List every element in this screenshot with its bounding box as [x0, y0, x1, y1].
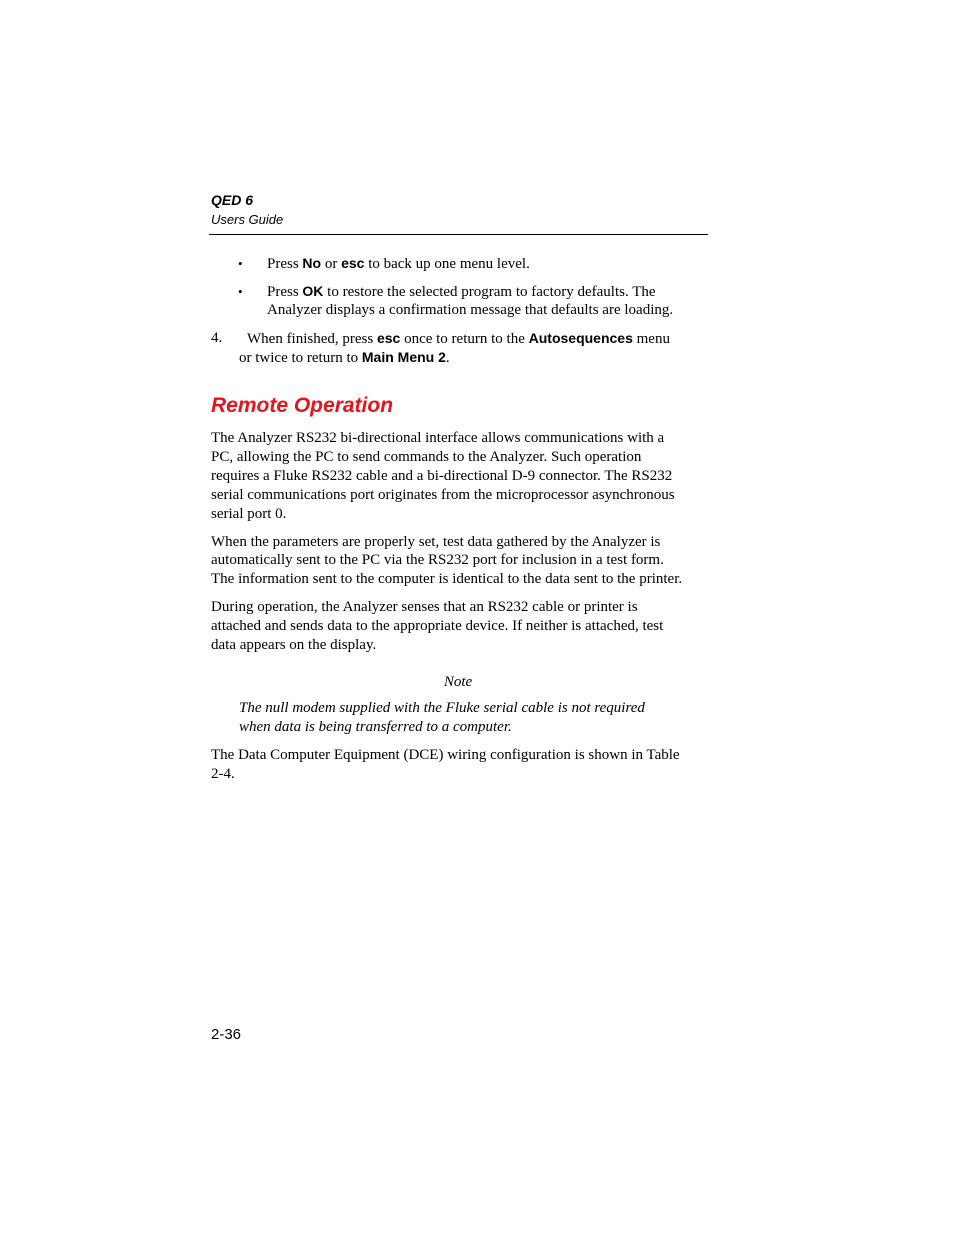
header-divider	[209, 234, 708, 235]
bullet-marker: •	[238, 284, 243, 299]
paragraph-line: serial communications port originates from the microprocessor asynchronous	[211, 487, 675, 503]
bullet-item-restore-defaults	[267, 282, 656, 302]
running-header-subtitle: Users Guide	[211, 212, 284, 227]
step-4-line-2	[239, 348, 450, 368]
key-no: No	[302, 255, 322, 271]
paragraph-line: When the parameters are properly set, test data gathered by the Analyzer is	[211, 534, 661, 550]
key-main-menu-2: Main Menu 2	[361, 349, 446, 365]
key-esc: esc	[376, 330, 401, 346]
bullet-text: to restore the selected program to factory defaults. The	[323, 284, 656, 300]
bullet-text-continued: Analyzer displays a confirmation message that defaults are loading.	[267, 302, 674, 318]
note-text: when data is being transferred to a computer.	[239, 719, 512, 735]
step-text: When finished, press	[247, 331, 377, 347]
paragraph-line: data appears on the display.	[211, 637, 377, 653]
page-number: 2-36	[211, 1026, 242, 1043]
running-header-title: QED 6	[211, 192, 254, 208]
step-text: .	[445, 350, 450, 366]
step-4-line-1	[247, 329, 670, 349]
paragraph-line: PC, allowing the PC to send commands to the Analyzer. Such operation	[211, 449, 642, 465]
bullet-text: Press	[267, 256, 303, 272]
note-label: Note	[443, 674, 473, 690]
step-text: menu	[632, 331, 670, 347]
bullet-text: Press	[267, 284, 303, 300]
step-text: or twice to return to	[239, 350, 362, 366]
paragraph-line: requires a Fluke RS232 cable and a bi-directional D-9 connector. The RS232	[211, 468, 673, 484]
bullet-item-back-up	[267, 254, 530, 274]
key-autosequences: Autosequences	[528, 330, 633, 346]
step-text: once to return to the	[400, 331, 529, 347]
note-text: The null modem supplied with the Fluke serial cable is not required	[239, 700, 645, 716]
paragraph-line: The information sent to the computer is identical to the data sent to the printer.	[211, 571, 683, 587]
step-number: 4.	[211, 330, 223, 346]
key-ok: OK	[302, 283, 324, 299]
paragraph-line: 2-4.	[211, 766, 235, 782]
paragraph-line: The Analyzer RS232 bi-directional interface allows communications with a	[211, 430, 665, 446]
bullet-text: or	[321, 256, 342, 272]
key-esc: esc	[341, 255, 365, 271]
bullet-text: to back up one menu level.	[364, 256, 530, 272]
section-heading: Remote Operation	[211, 394, 394, 417]
bullet-marker: •	[238, 256, 243, 271]
paragraph-line: During operation, the Analyzer senses that an RS232 cable or printer is	[211, 599, 638, 615]
paragraph-line: attached and sends data to the appropriate device. If neither is attached, test	[211, 618, 664, 634]
paragraph-line: serial port 0.	[211, 506, 287, 522]
paragraph-line: The Data Computer Equipment (DCE) wiring configuration is shown in Table	[211, 747, 680, 763]
paragraph-line: automatically sent to the PC via the RS232 port for inclusion in a test form.	[211, 552, 664, 568]
